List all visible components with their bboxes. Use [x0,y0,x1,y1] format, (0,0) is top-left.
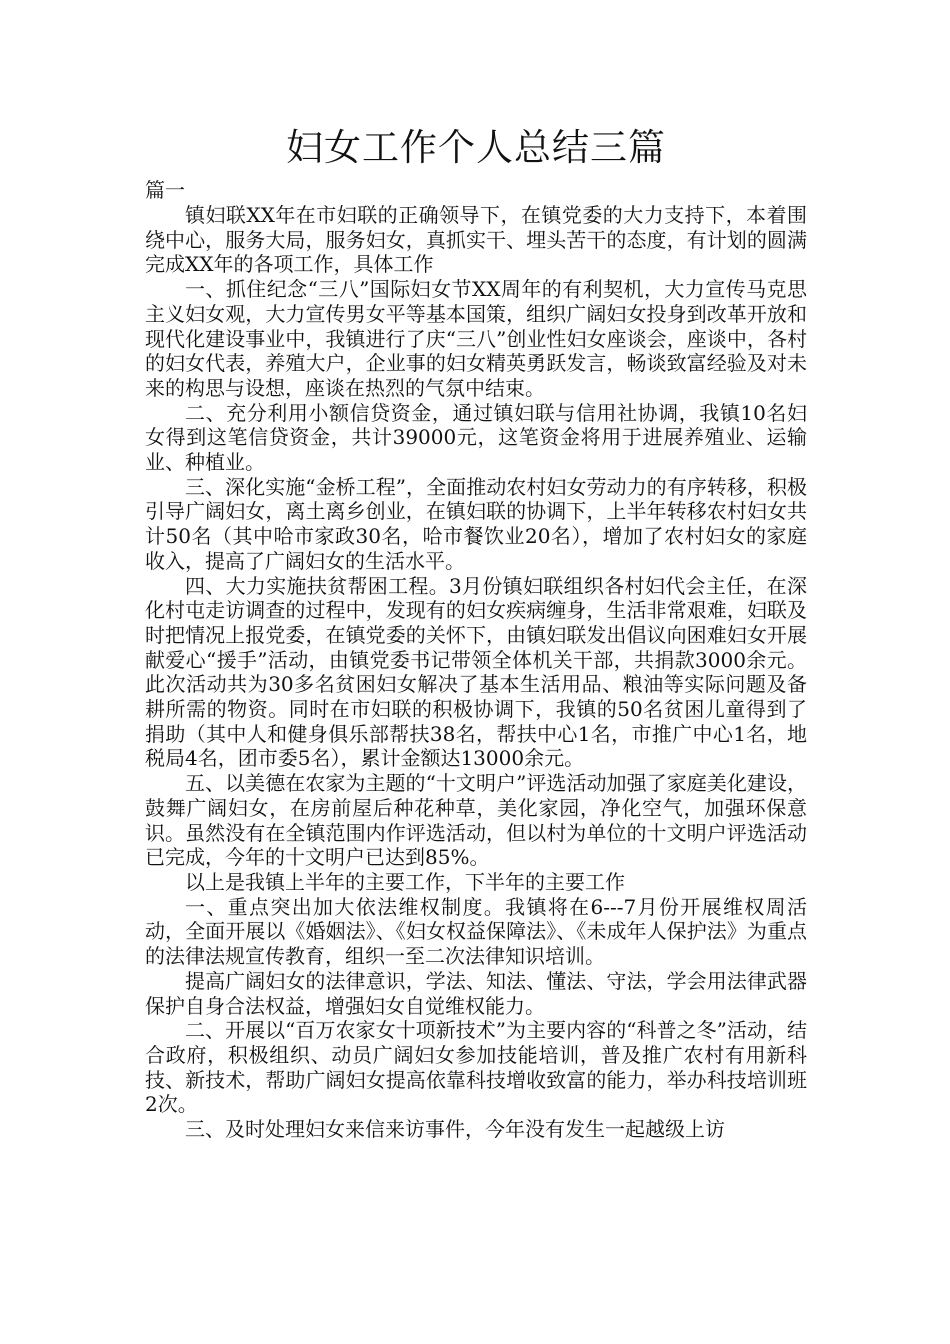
section-label: 篇一 [145,178,185,202]
paragraph-item-1: 一、抓住纪念“三八”国际妇女节XX周年的有利契机，大力宣传马克思主义妇女观，大力宣传男女平等基本国策，组织广阔妇女投身到改革开放和现代化建设事业中，我镇进行了庆“三八”创业性妇女座谈会，座谈中，各村的妇女代表，养殖大户，企业事的妇女精英勇跃发言，畅谈致富经验及对未来的构思与设想，座谈在热烈的气氛中结束。 [145,277,807,400]
document-title: 妇女工作个人总结三篇 [286,126,666,169]
paragraph-plan-3: 三、及时处理妇女来信来访事件，今年没有发生一起越级上访 [185,1117,725,1142]
paragraph-item-2: 二、充分利用小额信贷资金，通过镇妇联与信用社协调，我镇10名妇女得到这笔信贷资金，共计39000元，这笔资金将用于进展养殖业、运输业、种植业。 [145,400,807,475]
paragraph-plan-1-cont: 提高广阔妇女的法律意识，学法、知法、懂法、守法，学会用法律武器保护自身合法权益，增强妇女自觉维权能力。 [145,968,807,1018]
paragraph-item-4: 四、大力实施扶贫帮困工程。3月份镇妇联组织各村妇代会主任，在深化村屯走访调查的过程中，发现有的妇女疾病缠身，生活非常艰难，妇联及时把情况上报党委，在镇党委的关怀下，由镇妇联发出倡议向困难妇女开展献爱心“援手”活动，由镇党委书记带领全体机关干部，共捐款3000余元。此次活动共为30多名贫困妇女解决了基本生活用品、粮油等实际问题及备耕所需的物资。同时在市妇联的积极协调下，我镇的50名贫困儿童得到了捐助（其中人和健身俱乐部帮扶38名，帮扶中心1名，市推广中心1名，地税局4名，团市委5名），累计金额达13000余元。 [145,573,807,771]
paragraph-plan-1: 一、重点突出加大依法维权制度。我镇将在6---7月份开展维权周活动，全面开展以《婚姻法》、《妇女权益保障法》、《未成年人保护法》为重点的法律法规宣传教育，组织一至二次法律知识培训。 [145,894,807,969]
paragraph-intro: 镇妇联XX年在市妇联的正确领导下，在镇党委的大力支持下，本着围绕中心，服务大局，服务妇女，真抓实干、埋头苦干的态度，有计划的圆满完成XX年的各项工作，具体工作 [145,203,807,277]
paragraph-item-3: 三、深化实施“金桥工程”，全面推动农村妇女劳动力的有序转移，积极引导广阔妇女，离土离乡创业，在镇妇联的协调下，上半年转移农村妇女共计50名（其中哈市家政30名，哈市餐饮业20名），增加了农村妇女的家庭收入，提高了广阔妇女的生活水平。 [145,474,807,573]
paragraph-summary: 以上是我镇上半年的主要工作，下半年的主要工作 [185,869,625,894]
paragraph-plan-2: 二、开展以“百万农家女十项新技术”为主要内容的“科普之冬”活动，结合政府，积极组织、动员广阔妇女参加技能培训，普及推广农村有用新科技、新技术，帮助广阔妇女提高依靠科技增收致富的能力，举办科技培训班2次。 [145,1018,807,1117]
paragraph-item-5: 五、以美德在农家为主题的“十文明户”评选活动加强了家庭美化建设，鼓舞广阔妇女，在房前屋后种花种草，美化家园，净化空气，加强环保意识。虽然没有在全镇范围内作评选活动，但以村为单位的十文明户评选活动已完成，今年的十文明户已达到85%。 [145,771,807,870]
document-page [145,118,807,1142]
